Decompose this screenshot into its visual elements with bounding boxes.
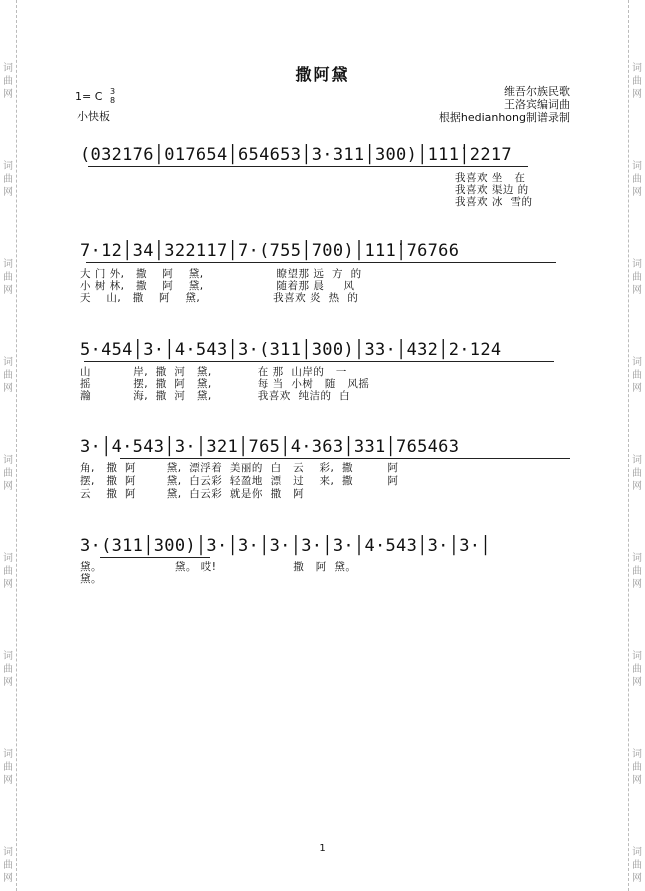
watermark-text: 词 曲 网 <box>632 651 642 688</box>
lyric-line4-verse1: 角, 撒 阿 黛, 漂浮着 美丽的 白 云 彩, 撒 阿 <box>80 462 399 474</box>
page-number: 1 <box>319 843 326 854</box>
lyric-line1-verse3: 我喜欢 冰 雪的 <box>455 196 533 208</box>
watermark-text: 词 曲 网 <box>632 455 642 492</box>
watermark-text: 词 曲 网 <box>632 161 642 198</box>
watermark-text: 词 曲 网 <box>3 749 13 786</box>
watermark-text: 词 曲 网 <box>3 455 13 492</box>
lyric-line3-verse2: 摇 摆, 撒 阿 黛, 每 当 小树 随 风摇 <box>80 378 370 390</box>
lyric-line4-verse2: 摆, 撒 阿 黛, 白云彩 轻盈地 漂 过 来, 撒 阿 <box>80 475 399 487</box>
music-line-4: 3·│4·543│3·│321│765│4·363│331│765463 <box>80 437 460 457</box>
time-signature: 3 8 <box>110 87 116 105</box>
watermark-text: 词 曲 网 <box>3 63 13 100</box>
credit-origin: 维吾尔族民歌 <box>504 85 570 98</box>
beam-line-4 <box>120 458 570 459</box>
lyric-line1-verse2: 我喜欢 渠边 的 <box>455 184 529 196</box>
beam-line-1 <box>88 166 528 167</box>
beam-line-3 <box>84 361 554 362</box>
lyric-line1-verse1: 我喜欢 坐 在 <box>455 172 526 184</box>
lyric-line3-verse3: 瀚 海, 撒 河 黛, 我喜欢 纯洁的 白 <box>80 390 351 402</box>
lyric-line2-verse3: 天 山, 撒 阿 黛, 我喜欢 炎 热 的 <box>80 292 359 304</box>
watermark-text: 词 曲 网 <box>3 161 13 198</box>
watermark-text: 词 曲 网 <box>3 847 13 884</box>
watermark-text: 词 曲 网 <box>632 749 642 786</box>
lyric-line4-verse3: 云 撒 阿 黛, 白云彩 就是你 撒 阿 <box>80 488 305 500</box>
watermark-text: 词 曲 网 <box>3 651 13 688</box>
watermark-text: 词 曲 网 <box>632 63 642 100</box>
credit-arranger: 王洛宾编词曲 <box>504 98 570 111</box>
credit-transcriber: 根据hedianhong制谱录制 <box>438 111 570 124</box>
music-line-3: 5·454│3·│4·543│3·(311│300)│33·│432│2·124 <box>80 340 502 360</box>
lyric-line3-verse1: 山 岸, 撒 河 黛, 在 那 山岸的 一 <box>80 366 347 378</box>
watermark-text: 词 曲 网 <box>3 259 13 296</box>
key-signature: 1= C <box>75 90 103 103</box>
beam-line-2 <box>86 262 556 263</box>
tempo-marking: 小快板 <box>77 110 110 123</box>
music-line-2: 7·12│34│322117│7·(755│700)│1̇1̇1̇│76766 <box>80 241 460 261</box>
watermark-text: 词 曲 网 <box>632 259 642 296</box>
lyric-line5-verse1: 黛。 黛。 哎! 撒 阿 黛。 <box>80 561 357 573</box>
music-line-5: 3·(311│300)│3·│3·│3·│3·│3·│4·543│3·│3·│ <box>80 536 491 556</box>
beam-line-5 <box>100 557 210 558</box>
watermark-text: 词 曲 网 <box>3 553 13 590</box>
music-line-1: (0321̇76│0̇17654│654653│3·311│300)│1̇1̇1̇│2̇2̇17 <box>80 145 512 165</box>
lyric-line5-verse2: 黛。 <box>80 573 102 585</box>
song-title: 撒阿黛 <box>295 65 350 84</box>
watermark-text: 词 曲 网 <box>632 847 642 884</box>
lyric-line2-verse1: 大 门 外, 撒 阿 黛, 瞭望那 远 方 的 <box>80 268 362 280</box>
watermark-text: 词 曲 网 <box>632 357 642 394</box>
watermark-text: 词 曲 网 <box>632 553 642 590</box>
lyric-line2-verse2: 小 树 林, 撒 阿 黛, 随着那 晨 风 <box>80 280 355 292</box>
watermark-text: 词 曲 网 <box>3 357 13 394</box>
